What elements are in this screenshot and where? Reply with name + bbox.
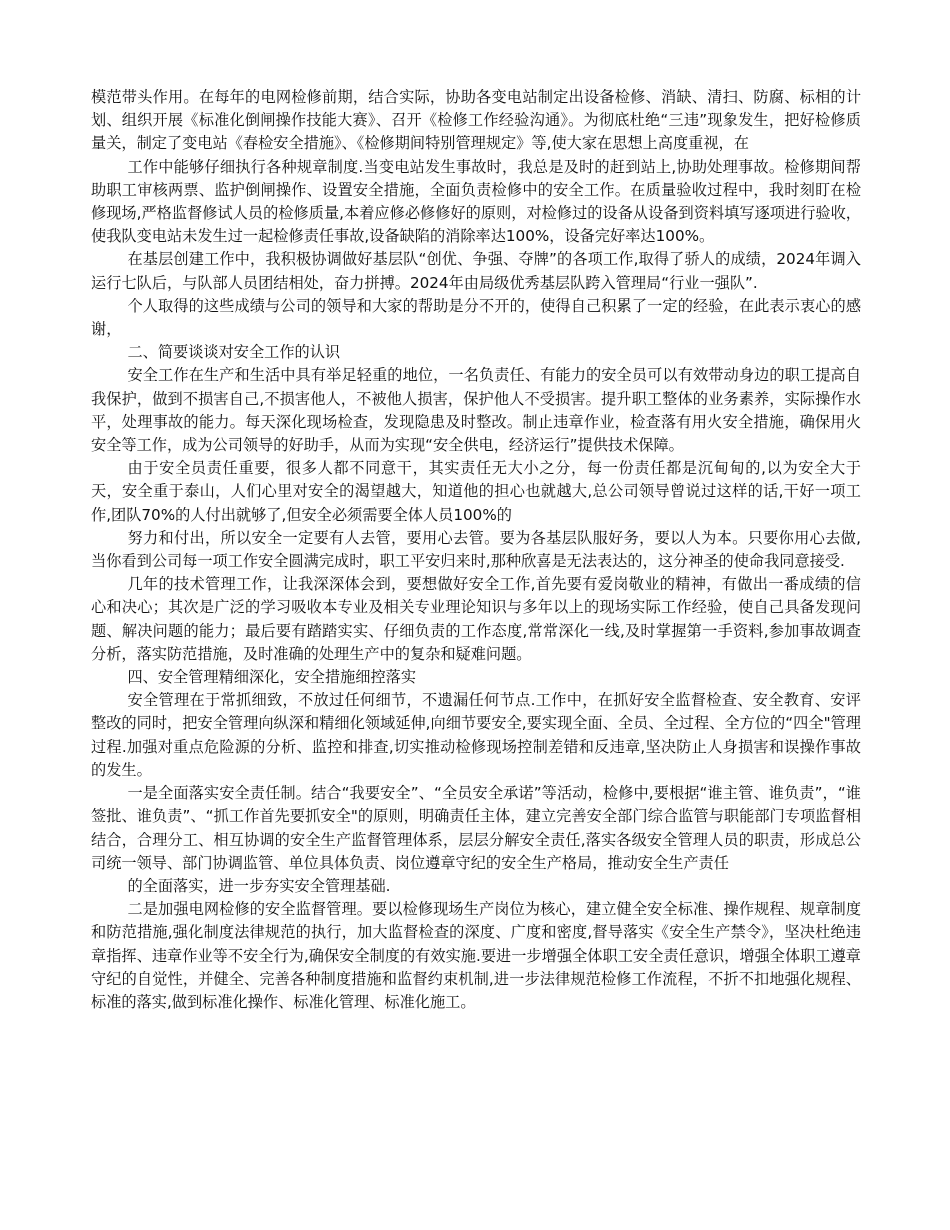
paragraph: 模范带头作用。在每年的电网检修前期，结合实际，协助各变电站制定出设备检修、消缺、清扫、防腐、标相的计划、组织开展《标准化倒闸操作技能大赛》、召开《检修工作经验沟通》。为彻底杜绝“三违”现象发生，把好检修质量关，制定了变电站《春检安全措施》、《检修期间特别管理规定》等,使大家在思想上高度重视，在: [91, 88, 861, 153]
document-body: [91, 86, 861, 1014]
paragraph: 由于安全员责任重要，很多人都不同意干，其实责任无大小之分，每一份责任都是沉甸甸的,以为安全大于天，安全重于泰山，人们心里对安全的渴望越大，知道他的担心也就越大,总公司领导曾说过这样的话,干好一项工作,团队70%的人付出就够了,但安全必须需要全体人员100%的: [91, 459, 861, 524]
paragraph: 在基层创建工作中，我积极协调做好基层队“创优、争强、夺牌”的各项工作,取得了骄人的成绩，2024年调入运行七队后，与队部人员团结相处，奋力拼搏。2024年由局级优秀基层队跨入管理局“行业一强队”.: [91, 250, 861, 292]
paragraph: 工作中能够仔细执行各种规章制度.当变电站发生事故时，我总是及时的赶到站上,协助处理事故。检修期间帮助职工审核两票、监护倒闸操作、设置安全措施，全面负责检修中的安全工作。在质量验收过程中，我时刻盯在检修现场,严格监督修试人员的检修质量,本着应修必修修好的原则，对检修过的设备从设备到资料填写逐项进行验收，使我队变电站未发生过一起检修责任事故,设备缺陷的消除率达100%，设备完好率达100%。: [91, 157, 861, 246]
section-heading: 四、安全管理精细深化，安全措施细控落实: [127, 668, 417, 687]
section-heading: 二、简要谈谈对安全工作的认识: [127, 343, 341, 362]
paragraph: 安全管理在于常抓细致，不放过任何细节，不遗漏任何节点.工作中，在抓好安全监督检查、安全教育、安评整改的同时，把安全管理向纵深和精细化领域延伸,向细节要安全,要实现全面、全员、全过程、全方位的“四全"管理过程.加强对重点危险源的分析、监控和排查,切实推动检修现场控制差错和反违章,坚决防止人身损害和误操作事故的发生。: [91, 691, 861, 779]
paragraph: 一是全面落实安全责任制。结合“我要安全”、“全员安全承诺”等活动，检修中,要根据“谁主管、谁负责”，“谁签批、谁负责”、“抓工作首先要抓安全"的原则，明确责任主体，建立完善安全部门综合监管与职能部门专项监督相结合，合理分工、相互协调的安全生产监督管理体系，层层分解安全责任,落实各级安全管理人员的职责，形成总公司统一领导、部门协调监管、单位具体负责、岗位遵章守纪的安全生产格局，推动安全生产责任: [91, 784, 861, 872]
paragraph: 几年的技术管理工作，让我深深体会到，要想做好安全工作,首先要有爱岗敬业的精神，有做出一番成绩的信心和决心；其次是广泛的学习吸收本专业及相关专业理论知识与多年以上的现场实际工作经验，使自己具备发现问题、解决问题的能力；最后要有踏踏实实、仔细负责的工作态度,常常深化一线,及时掌握第一手资料,参加事故调查分析，落实防范措施，及时准确的处理生产中的复杂和疑难问题。: [91, 575, 861, 663]
paragraph: 努力和付出，所以安全一定要有人去管，要用心去管。要为各基层队服好务，要以人为本。只要你用心去做,当你看到公司每一项工作安全圆满完成时，职工平安归来时,那种欣喜是无法表达的，这分神圣的使命我同意接受.: [91, 528, 861, 571]
paragraph: 个人取得的这些成绩与公司的领导和大家的帮助是分不开的，使得自己积累了一定的经验，在此表示衷心的感谢，: [91, 296, 861, 339]
paragraph: 安全工作在生产和生活中具有举足轻重的地位，一名负责任、有能力的安全员可以有效带动身边的职工提高自我保护，做到不损害自己,不损害他人，不被他人损害，保护他人不受损害。提升职工整体的业务素养，实际操作水平，处理事故的能力。每天深化现场检查，发现隐患及时整改。制止违章作业，检查落有用火安全措施，确保用火安全等工作，成为公司领导的好助手，从而为实现“安全供电，经济运行”提供技术保障。: [91, 366, 861, 455]
paragraph: 的全面落实，进一步夯实安全管理基础.: [127, 876, 391, 895]
paragraph: 二是加强电网检修的安全监督管理。要以检修现场生产岗位为核心，建立健全安全标准、操作规程、规章制度和防范措施,强化制度法律规范的执行，加大监督检查的深度、广度和密度,督导落实《安全生产禁令》，坚决杜绝违章指挥、违章作业等不安全行为,确保安全制度的有效实施.要进一步增强全体职工安全责任意识，增强全体职工遵章守纪的自觉性，并健全、完善各种制度措施和监督约束机制,进一步法律规范检修工作流程，不折不扣地强化规程、标准的落实,做到标准化操作、标准化管理、标准化施工。: [91, 900, 861, 1011]
